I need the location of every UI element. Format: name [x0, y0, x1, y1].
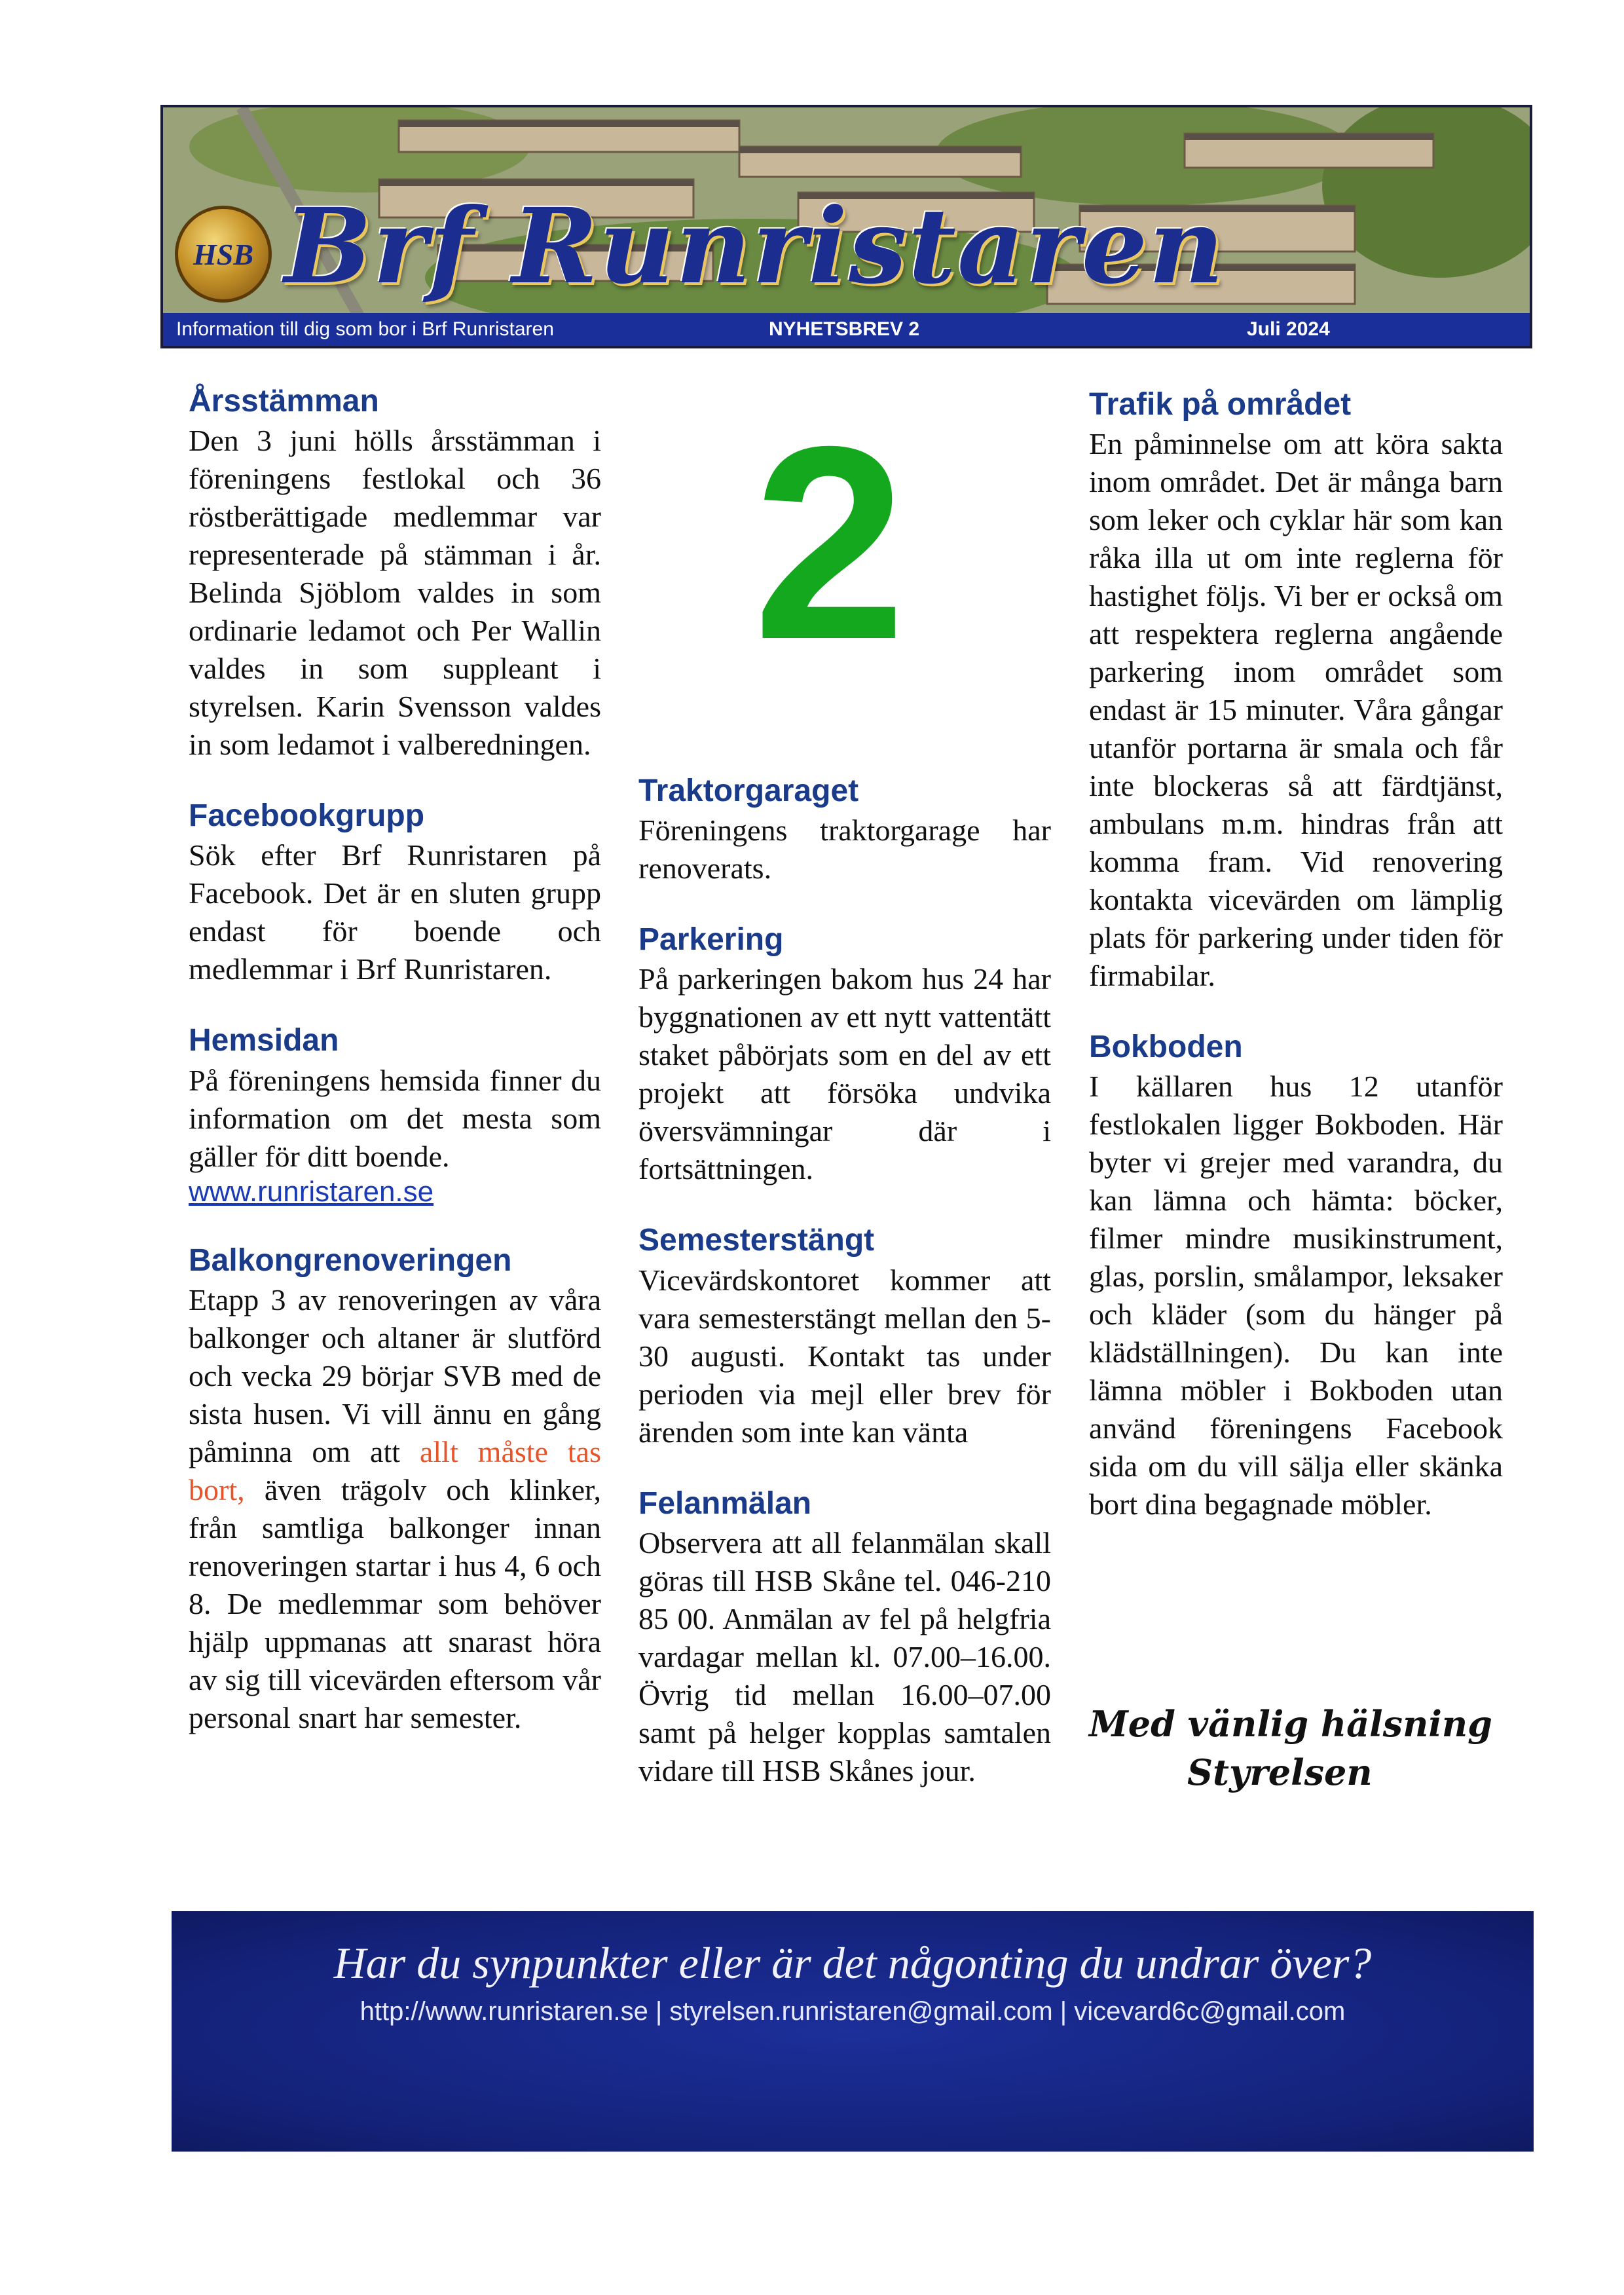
- section-heading: Parkering: [638, 922, 784, 958]
- section-body: På föreningens hemsida finner du information om det mesta som gäller för ditt boende.: [189, 1063, 601, 1173]
- section-bokboden: [1089, 1029, 1503, 1523]
- section-body: Sök efter Brf Runristaren på Facebook. Det är en sluten grupp endast för boende och medlemmar i Brf Runristaren.: [189, 838, 601, 986]
- tagline: Information till dig som bor i Brf Runristaren: [176, 318, 554, 340]
- signature: [1089, 1703, 1503, 1793]
- section-trafik: [1089, 386, 1503, 995]
- logo-text: HSB: [193, 237, 254, 271]
- signature-greeting: Med vänlig hälsning: [1089, 1703, 1492, 1745]
- hsb-logo-badge: [175, 206, 272, 303]
- signature-sender: Styrelsen: [1187, 1751, 1373, 1793]
- issue-label: NYHETSBREV 2: [769, 318, 920, 340]
- section-heading: Felanmälan: [638, 1485, 812, 1521]
- website-link[interactable]: www.runristaren.se: [189, 1175, 434, 1208]
- highlighted-text: allt måste tas bort,: [189, 1434, 601, 1506]
- issue-date: Juli 2024: [1247, 318, 1330, 340]
- section-facebookgrupp: [189, 798, 601, 988]
- middle-column: [638, 773, 1051, 1824]
- contact-footer: [172, 1911, 1534, 2152]
- section-heading: Årsstämman: [189, 384, 379, 419]
- section-heading: Semesterstängt: [638, 1223, 875, 1258]
- section-heading: Hemsidan: [189, 1023, 339, 1058]
- section-heading: Balkongrenoveringen: [189, 1242, 512, 1278]
- footer-contacts: http://www.runristaren.se | styrelsen.runristaren@gmail.com | vicevard6c@gmail.com: [360, 1997, 1346, 2026]
- section-body: En påminnelse om att köra sakta inom området. Det är många barn som leker och cyklar här som kan råka illa ut om inte reglerna för hastighet följs. Vi ber er också om att respektera reglerna angående parkering inom området som endast är 15 minuter. Våra gångar utanför portarna är smala och får inte blockeras så att färdtjänst, ambulans m.m. hindras från att komma fram. Vid renovering kontakta vicevärden om lämplig plats för parkering under tiden för firmabilar.: [1089, 427, 1503, 993]
- section-balkongrenoveringen: [189, 1242, 601, 1737]
- body-text-before: Etapp 3 av renoveringen av våra balkonger och altaner är slutförd och vecka 29 börjar SVB med de sista husen. Vi vill ännu en gång påminna om att: [189, 1282, 601, 1468]
- section-body: På parkeringen bakom hus 24 har byggnationen av ett nytt vattentätt staket påbörjats som en del av ett projekt att försöka undvika översvämningar där i fortsättningen.: [638, 962, 1051, 1186]
- section-body: Vicevärdskontoret kommer att vara semesterstängt mellan den 5-30 augusti. Kontakt tas under perioden via mejl eller brev för ärenden som inte kan vänta: [638, 1263, 1051, 1449]
- issue-number-graphic: 2: [753, 390, 906, 697]
- section-felanmalan: [638, 1485, 1051, 1790]
- section-heading: Facebookgrupp: [189, 798, 425, 834]
- section-arsstamman: [189, 383, 601, 764]
- section-body: Observera att all felanmälan skall göras till HSB Skåne tel. 046-210 85 00. Anmälan av fel på helgfria vardagar mellan kl. 07.00–16.00. Övrig tid mellan 16.00–07.00 samt på helger kopplas samtalen vidare till HSB Skånes jour.: [638, 1525, 1051, 1787]
- section-traktorgaraget: [638, 773, 1051, 887]
- section-hemsidan: [189, 1022, 601, 1208]
- section-body: [189, 1281, 601, 1737]
- newsletter-banner: [160, 105, 1532, 348]
- section-heading: Trafik på området: [1089, 387, 1352, 422]
- section-body: I källaren hus 12 utanför festlokalen ligger Bokboden. Här byter vi grejer med varandra, du kan lämna och hämta: böcker, filmer mindre musikinstrument, glas, porslin, smålampor, leksaker och kläder (som du hänger på klädställningen). Du kan inte lämna möbler i Bokboden utan använd föreningens Facebook sida om du vill sälja eller skänka bort dina begagnade möbler.: [1089, 1070, 1503, 1521]
- right-column: [1089, 386, 1503, 1558]
- left-column: [189, 383, 601, 1771]
- section-semesterstangt: [638, 1222, 1051, 1451]
- banner-info-bar: [163, 313, 1530, 346]
- section-heading: Traktorgaraget: [638, 774, 859, 808]
- section-body: Den 3 juni hölls årsstämman i föreningens festlokal och 36 röstberättigade medlemmar var representerade på stämman i år. Belinda Sjöblom valdes in som ordinarie ledamot och Per Wallin valdes in som suppleant i styrelsen. Karin Svensson valdes in som ledamot i valberedningen.: [189, 424, 601, 762]
- newsletter-title: Brf Runristaren: [284, 186, 1226, 307]
- footer-question: Har du synpunkter eller är det någonting du undrar över?: [333, 1938, 1372, 1988]
- section-heading: Bokboden: [1089, 1030, 1243, 1065]
- section-parkering: [638, 922, 1051, 1188]
- body-text-after: även trägolv och klinker, från samtliga balkonger innan renoveringen startar i hus 4, 6 och 8. De medlemmar som behöver hjälp uppmanas att snarast höra av sig till vicevärden eftersom vår personal snart har semester.: [189, 1472, 601, 1734]
- section-body: Föreningens traktorgarage har renoverats.: [638, 813, 1051, 886]
